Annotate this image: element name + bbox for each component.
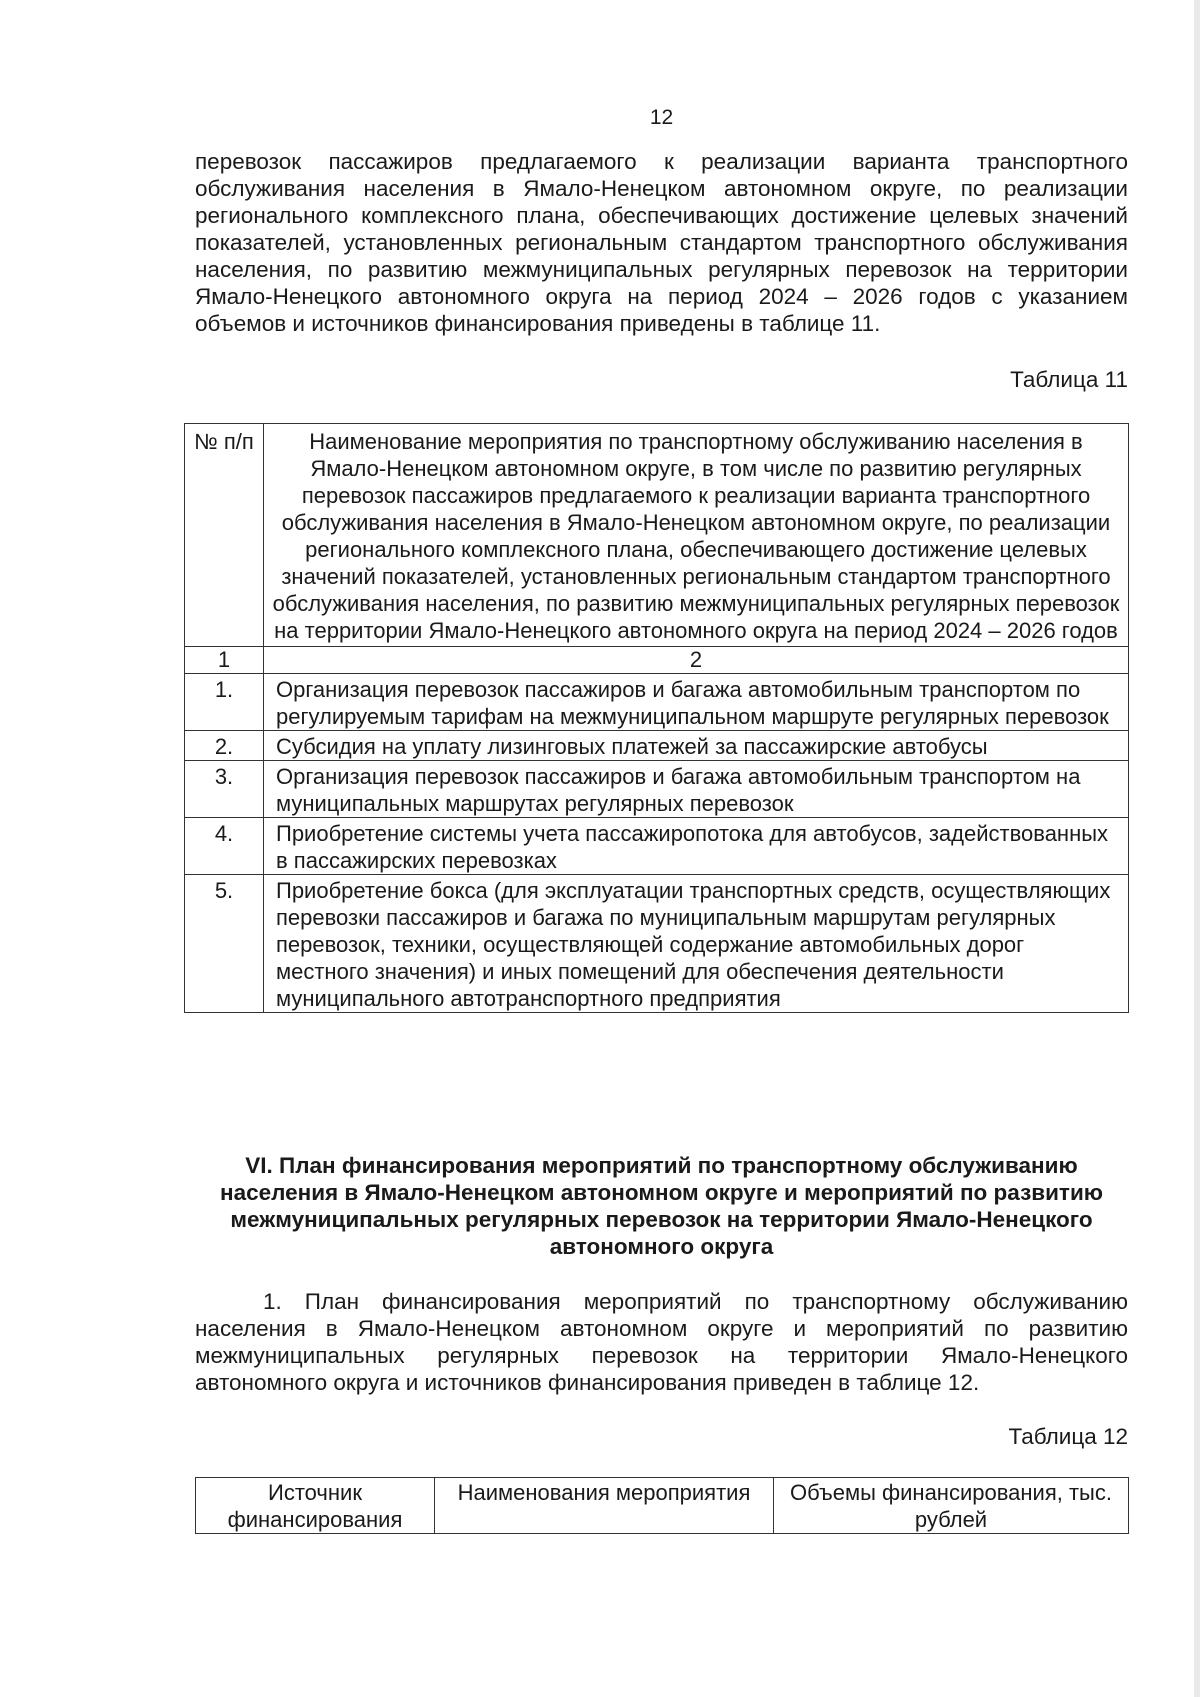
- section-heading: VI. План финансирования мероприятий по транспортному обслуживанию населения в Ямало-Ненецком автономном округе и мероприятий по развитию межмуниципальных регулярных перевозок на территории Ямало-Ненецкого автономного округа: [219, 1153, 1103, 1259]
- table-12-header-row: [196, 1478, 1129, 1534]
- table-12-caption: Таблица 12: [1008, 1424, 1128, 1449]
- table-row: [185, 818, 1129, 875]
- table-12-header-volume: Объемы финансирования, тыс. рублей: [774, 1478, 1129, 1534]
- table-12: [195, 1477, 1129, 1534]
- table-row: [185, 731, 1129, 761]
- table-12-header-activity: Наименования мероприятия: [435, 1478, 774, 1534]
- table-row: [185, 761, 1129, 818]
- table-11: [184, 423, 1129, 1013]
- plan-paragraph-block: [195, 1288, 1128, 1396]
- table-11-index-cell-1: 1: [185, 647, 264, 674]
- row-number: 3.: [185, 761, 264, 818]
- table-11-caption: Таблица 11: [1010, 367, 1128, 392]
- table-11-header-number: № п/п: [185, 424, 264, 647]
- table-12-header-source: Источник финансирования: [196, 1478, 435, 1534]
- page-number: 12: [649, 106, 674, 129]
- table-11-index-cell-2: 2: [264, 647, 1129, 674]
- table-11-header-name: Наименование мероприятия по транспортному обслуживанию населения в Ямало-Ненецком автономном округе, в том числе по развитию регулярных перевозок пассажиров предлагаемого к реализации варианта транспортного обслуживания населения в Ямало-Ненецком автономном округе, по реализации регионального комплексного плана, обеспечивающего достижение целевых значений показателей, установленных региональным стандартом транспортного обслуживания населения, по развитию межмуниципальных регулярных перевозок на территории Ямало-Ненецкого автономного округа на период 2024 – 2026 годов: [264, 424, 1129, 647]
- table-row: [185, 875, 1129, 1013]
- plan-paragraph: 1. План финансирования мероприятий по транспортному обслуживанию населения в Ямало-Ненецком автономном округе и мероприятий по развитию межмуниципальных регулярных перевозок на территории Ямало-Ненецкого автономного округа и источников финансирования приведен в таблице 12.: [195, 1289, 1128, 1395]
- table-row: [185, 674, 1129, 731]
- row-text: Приобретение бокса (для эксплуатации транспортных средств, осуществляющих перевозки пассажиров и багажа по муниципальным маршрутам регулярных перевозок, техники, осуществляющей содержание автомобильных дорог местного значения) и иных помещений для обеспечения деятельности муниципального автотранспортного предприятия: [264, 875, 1129, 1013]
- table-11-header-row: [185, 424, 1129, 647]
- row-text: Организация перевозок пассажиров и багажа автомобильным транспортом по регулируемым тарифам на межмуниципальном маршруте регулярных перевозок: [264, 674, 1129, 731]
- row-number: 5.: [185, 875, 264, 1013]
- row-number: 4.: [185, 818, 264, 875]
- intro-paragraph: перевозок пассажиров предлагаемого к реализации варианта транспортного обслуживания населения в Ямало-Ненецком автономном округе, по реализации регионального комплексного плана, обеспечивающих достижение целевых значений показателей, установленных региональным стандартом транспортного обслуживания населения, по развитию межмуниципальных регулярных перевозок на территории Ямало-Ненецкого автономного округа на период 2024 – 2026 годов с указанием объемов и источников финансирования приведены в таблице 11.: [195, 149, 1128, 336]
- intro-paragraph-block: [195, 148, 1128, 337]
- row-text: Организация перевозок пассажиров и багажа автомобильным транспортом на муниципальных маршрутах регулярных перевозок: [264, 761, 1129, 818]
- row-number: 1.: [185, 674, 264, 731]
- table-11-index-row: [185, 647, 1129, 674]
- row-number: 2.: [185, 731, 264, 761]
- page-edge-shadow: [1194, 0, 1200, 1697]
- row-text: Приобретение системы учета пассажиропотока для автобусов, задействованных в пассажирских перевозках: [264, 818, 1129, 875]
- row-text: Субсидия на уплату лизинговых платежей за пассажирские автобусы: [264, 731, 1129, 761]
